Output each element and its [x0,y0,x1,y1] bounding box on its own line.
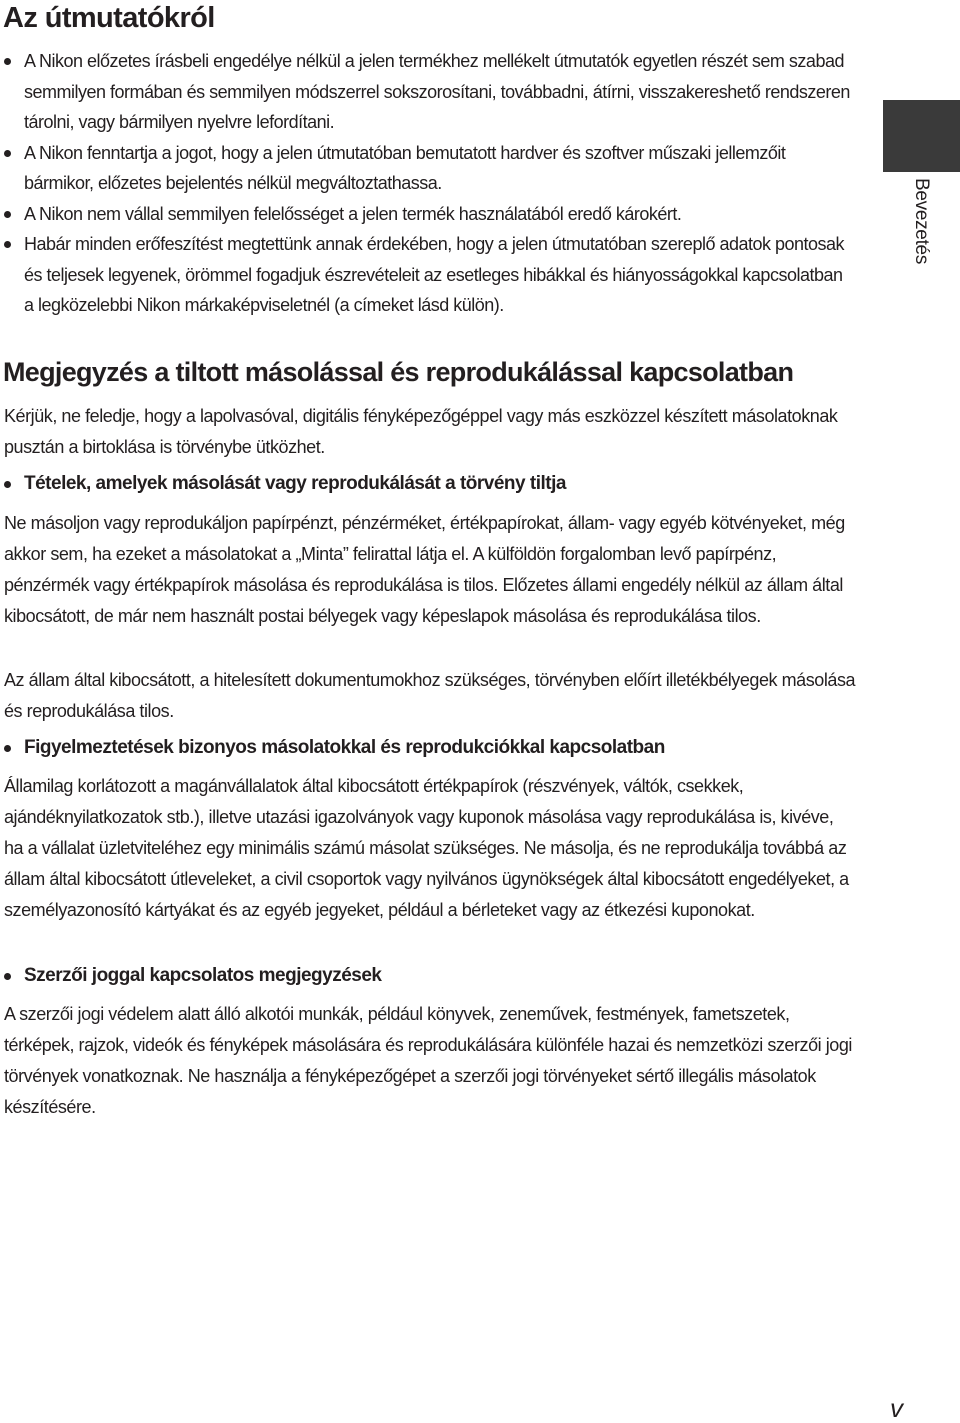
prohibited-items-paragraph: Ne másoljon vagy reprodukáljon papírpénzt, pénzérméket, értékpapírokat, állam- vagy egyéb kötvényeket, még akkor sem, ha ezeket a másolatokat a „Minta” felirattal látja el. A külföldön forgalomban levő papírpénz, pénzérmék vagy értékpapírok másolása és reprodukálása is tilos. Előzetes állami engedély nélkül az állam által kibocsátott, de már nem használt postai bélyegek vagy képeslapok másolása és reprodukálása tilos. [4,513,845,626]
copyright-heading: Szerzői joggal kapcsolatos megjegyzések [4,961,381,991]
copy-warnings-paragraph: Államilag korlátozott a magánvállalatok által kibocsátott értékpapírok (részvények, váltók, csekkek, ajándéknyilatkozatok stb.), illetve utazási igazolványok vagy kuponok másolása vagy reprodukálása is, kivéve, ha a vállalat üzletviteléhez egy minimális számú másolat szükséges. Ne másolja, és ne reprodukálja továbbá az állam által kibocsátott útleveleket, a civil csoportok vagy nyilvános ügynökségek által kibocsátott engedélyeket, a személyazonosító kártyákat és az egyéb jegyeket, például a bérleteket vagy az étkezési kuponokat. [4,776,849,920]
bullet-item-specifications: A Nikon fenntartja a jogot, hogy a jelen útmutatóban bemutatott hardver és szoftver műszaki jellemzőit bármikor, előzetes bejelentés nélkül megváltoztathassa. [4,138,854,199]
page-title: Az útmutatókról [3,2,215,34]
page-number: v [890,1393,903,1423]
bullet-item-accuracy: Habár minden erőfeszítést megtettünk annak érdekében, hogy a jelen útmutatóban szereplő adatok pontosak és teljesek legyenek, örömmel fogadjuk észrevételeit az esetleges hibákkal és hiányosságokkal kapcsolatban a legközelebbi Nikon márkaképviseletnél (a címeket lásd külön). [4,229,854,321]
prohibited-items-heading: Tételek, amelyek másolását vagy reprodukálását a törvény tiltja [4,469,566,499]
copying-notice-heading: Megjegyzés a tiltott másolással és reprodukálással kapcsolatban [3,357,794,387]
intro-bullet-list [4,46,854,321]
bullet-item-liability: A Nikon nem vállal semmilyen felelősséget a jelen termék használatából eredő károkért. [4,199,854,230]
copy-warnings-heading: Figyelmeztetések bizonyos másolatokkal és reprodukciókkal kapcsolatban [4,733,665,763]
section-tab-marker [883,100,960,172]
copyright-paragraph: A szerzői jogi védelem alatt álló alkotói munkák, például könyvek, zeneművek, festmények, fametszetek, térképek, rajzok, videók és fényképek másolására és reprodukálására különféle hazai és nemzetközi szerzői jogi törvények vonatkoznak. Ne használja a fényképezőgépet a szerzői jogi törvényeket sértő illegális másolatok készítésére. [4,1004,852,1117]
revenue-stamps-paragraph: Az állam által kibocsátott, a hitelesített dokumentumokhoz szükséges, törvényben előírt illetékbélyegek másolása és reprodukálása tilos. [4,670,856,721]
section-tab-label: Bevezetés [911,178,932,265]
copying-notice-intro: Kérjük, ne feledje, hogy a lapolvasóval, digitális fényképezőgéppel vagy más eszközzel készített másolatoknak pusztán a birtoklása is törvénybe ütközhet. [4,406,838,457]
bullet-item-reproduction: A Nikon előzetes írásbeli engedélye nélkül a jelen termékhez mellékelt útmutatók egyetlen részét sem szabad semmilyen formában és semmilyen módszerrel sokszorosítani, továbbadni, átírni, visszakereshető rendszeren tárolni, vagy bármilyen nyelvre lefordítani. [4,46,854,138]
